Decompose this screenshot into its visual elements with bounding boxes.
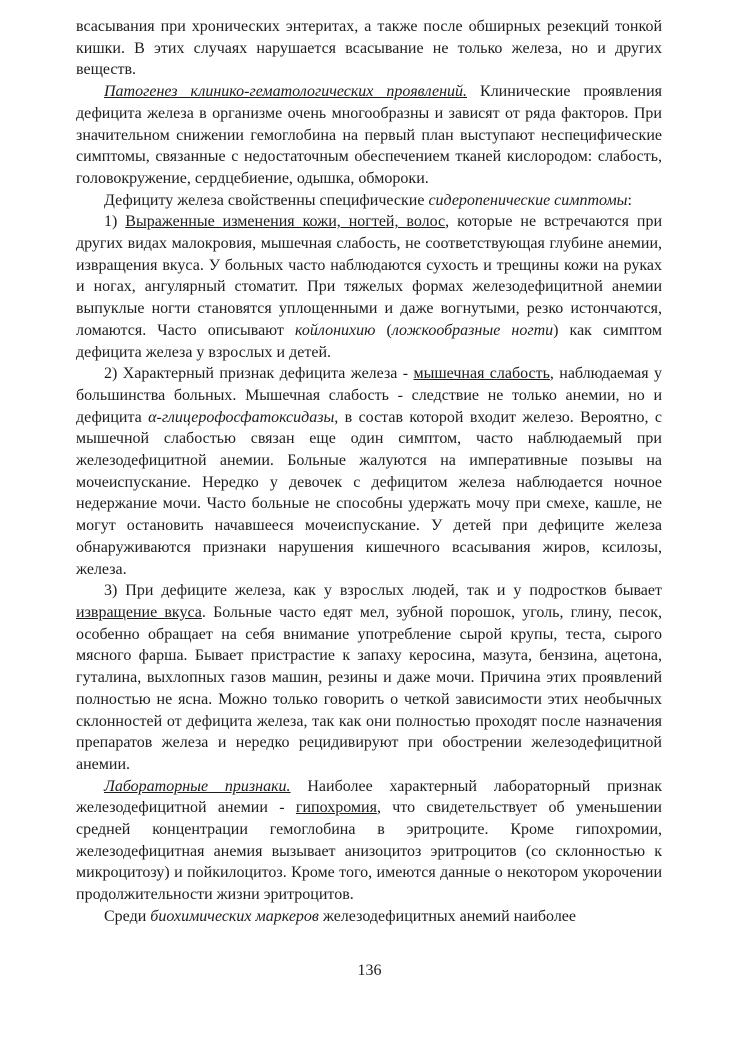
paragraph-text: , в состав которой входит железо. Вероятно, с мышечной слабостью связан еще один симптом, часто наблюдаемый при железодефицитной анемии. Больные жалуются на императивные позывы на мочеиспускание. Нередко у девочек с дефицитом железа наблюдается ночное недержание мочи. Часто больные не способны удержать мочу при смехе, кашле, не могут остановить начавшееся мочеиспускание. У детей при дефиците железа обнаруживаются признаки нарушения кишечного всасывания жиров, ксилозы, железа. bbox=[76, 408, 662, 578]
paragraph-text: железодефицитных анемий наиболее bbox=[318, 907, 577, 925]
paragraph-pathogenesis bbox=[76, 81, 662, 190]
paragraph-text: : bbox=[627, 191, 632, 209]
paragraph-text: ( bbox=[375, 321, 392, 339]
paragraph-text: 2) Характерный признак дефицита железа - bbox=[104, 365, 414, 383]
section-heading-pathogenesis: Патогенез клинико-гематологических проявлений. bbox=[104, 83, 467, 101]
underlined-term: гипохромия bbox=[295, 799, 377, 817]
paragraph-text: . Больные часто едят мел, зубной порошок, уголь, глину, песок, особенно обращает на себя внимание употребление сырой крупы, теста, сырого мясного фарша. Бывает пристрастие к запаху керосина, мазута, бензина, ацетона, гуталина, выхлопных газов машин, резины и даже мочи. Причина этих проявлений полностью не ясна. Можно только говорить о четкой зависимости этих необычных склонностей от дефицита железа, так как они полностью проходят после назначения препаратов железа и нередко рецидивируют при обострении железодефицитной анемии. bbox=[76, 603, 663, 773]
paragraph-text: Дефициту железа свойственны специфические bbox=[104, 191, 429, 209]
paragraph-text: , наблюдаемая у большинства больных. Мышечная слабость - следствие не только анемии, но и дефицита bbox=[76, 365, 662, 426]
item-number: 1) bbox=[104, 213, 126, 231]
paragraph-text: 3) При дефиците железа, как у взрослых людей, так и у подростков бывает bbox=[104, 582, 662, 600]
paragraph-text: всасывания при хронических энтеритах, а также после обширных резекций тонкой кишки. В этих случаях нарушается всасывание не только железа, но и других веществ. bbox=[76, 18, 662, 79]
page-number: 136 bbox=[357, 962, 382, 979]
underlined-term: извращение вкуса bbox=[76, 603, 202, 621]
section-heading-lab-signs: Лабораторные признаки. bbox=[104, 777, 291, 795]
italic-term: ложкообразные ногти bbox=[391, 321, 554, 339]
paragraph-item-1 bbox=[76, 211, 662, 363]
paragraph-text: Наиболее характерный лабораторный признак железодефицитной анемии - bbox=[76, 777, 663, 817]
paragraph-item-2 bbox=[76, 363, 662, 580]
page-body bbox=[76, 16, 662, 928]
paragraph-continuation bbox=[76, 16, 662, 81]
paragraph-sideropenic-intro bbox=[76, 190, 662, 212]
paragraph-biochemical bbox=[76, 906, 662, 928]
paragraph-text: , которые не встречаются при других видах малокровия, мышечная слабость, не соответствующая глубине анемии, извращения вкуса. У больных часто наблюдаются сухость и трещины кожи на руках и ногах, ангулярный стоматит. При тяжелых формах железодефицитной анемии выпуклые ногти становятся уплощенными и даже вогнутыми, резко истончаются, ломаются. Часто описывают bbox=[76, 213, 663, 339]
italic-term: койлонихию bbox=[295, 321, 376, 339]
paragraph-text: ) как симптом дефицита железа у взрослых и детей. bbox=[76, 321, 662, 361]
italic-term: α-глицерофосфатоксидазы bbox=[148, 408, 335, 426]
paragraph-text: , что свидетельствует об уменьшении средней концентрации гемоглобина в эритроците. Кроме гипохромии, железодефицитная анемия вызывает анизоцитоз эритроцитов (со склонностью к микроцитозу) и пойкилоцитоз. Кроме того, имеются данные о некотором укорочении продолжительности жизни эритроцитов. bbox=[76, 799, 662, 904]
italic-term: сидеропенические симптомы bbox=[428, 191, 628, 209]
paragraph-lab-signs bbox=[76, 776, 662, 906]
underlined-term: мышечная слабость bbox=[413, 365, 550, 383]
underlined-term: Выраженные изменения кожи, ногтей, волос bbox=[125, 213, 446, 231]
italic-term: биохимических маркеров bbox=[150, 907, 319, 925]
paragraph-item-3 bbox=[76, 580, 662, 775]
paragraph-text: Среди bbox=[104, 907, 151, 925]
paragraph-text: Клинические проявления дефицита железа в организме очень многообразны и зависят от ряда факторов. При значительном снижении гемоглобина на первый план выступают неспецифические симптомы, связанные с недостаточным обеспечением тканей кислородом: слабость, головокружение, сердцебиение, одышка, обмороки. bbox=[76, 83, 662, 187]
